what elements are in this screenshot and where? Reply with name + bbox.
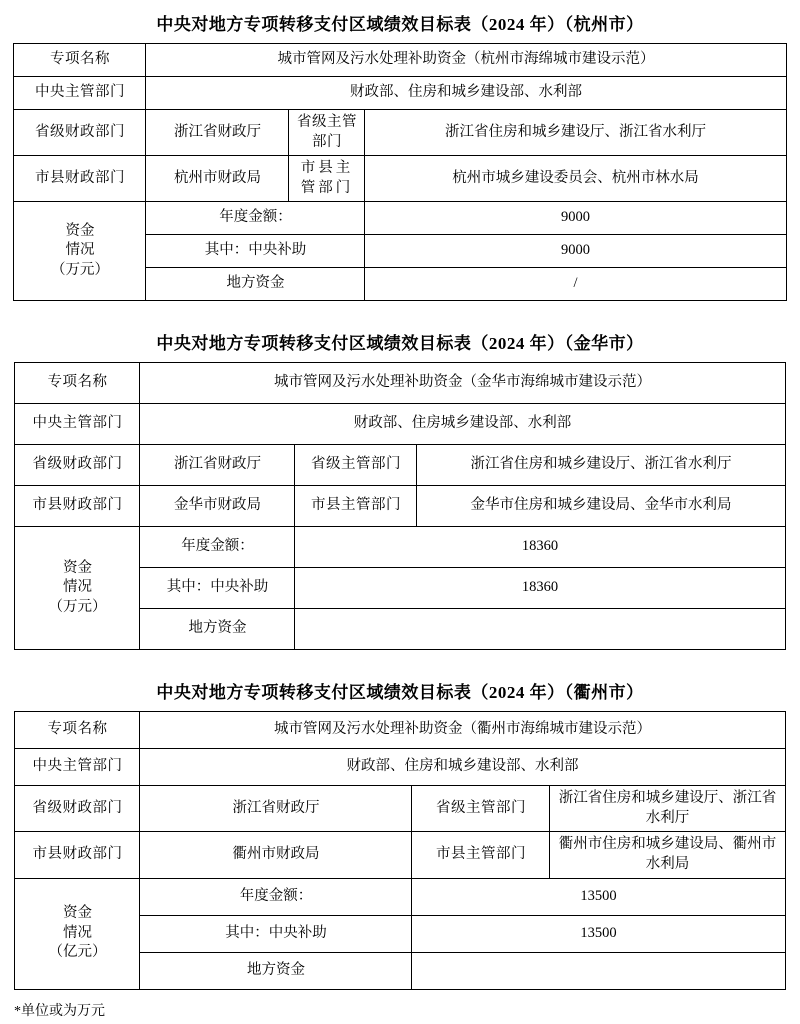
cell-label-annual-amount: 年度金额： xyxy=(140,527,295,568)
cell-value-city-finance: 杭州市财政局 xyxy=(146,156,289,202)
cell-value-city-dept: 杭州市城乡建设委员会、杭州市林水局 xyxy=(365,156,786,202)
cell-label-central-dept: 中央主管部门 xyxy=(15,404,140,445)
table-row xyxy=(14,44,786,77)
funds-label-line1: 资金 xyxy=(62,559,92,576)
section-quzhou xyxy=(0,672,800,989)
cell-value-province-finance: 浙江省财政厅 xyxy=(140,445,295,486)
cell-value-annual-amount: 13500 xyxy=(412,878,785,915)
cell-label-city-dept: 市县主管部门 xyxy=(295,486,417,527)
table-row xyxy=(15,786,785,832)
cell-label-city-dept: 市县主管部门 xyxy=(412,832,550,878)
funds-label-line2: 情况 xyxy=(65,242,95,259)
cell-value-city-dept: 衢州市住房和城乡建设局、衢州市水利局 xyxy=(550,832,785,878)
cell-label-funds xyxy=(15,878,140,989)
cell-label-central-subsidy: 其中：中央补助 xyxy=(140,568,295,609)
cell-value-central-subsidy: 18360 xyxy=(295,568,785,609)
cell-value-central-subsidy: 13500 xyxy=(412,915,785,952)
page-title-jinhua: 中央对地方专项转移支付区域绩效目标表（2024 年）（金华市） xyxy=(156,334,644,354)
cell-value-city-finance: 金华市财政局 xyxy=(140,486,295,527)
cell-value-local-funds: / xyxy=(365,268,786,301)
table-row xyxy=(15,878,785,915)
cell-label-province-finance: 省级财政部门 xyxy=(15,445,140,486)
cell-label-province-dept: 省级主管部门 xyxy=(289,110,365,156)
cell-label-funds xyxy=(14,202,146,301)
funds-label-line2: 情况 xyxy=(62,924,92,941)
cell-value-province-dept: 浙江省住房和城乡建设厅、浙江省水利厅 xyxy=(365,110,786,156)
table-row xyxy=(15,486,785,527)
cell-value-central-dept: 财政部、住房和城乡建设部、水利部 xyxy=(140,749,785,786)
table-row xyxy=(14,202,786,235)
performance-table-hangzhou xyxy=(13,43,786,301)
cell-value-province-dept: 浙江省住房和城乡建设厅、浙江省水利厅 xyxy=(417,445,785,486)
cell-value-city-dept: 金华市住房和城乡建设局、金华市水利局 xyxy=(417,486,785,527)
cell-label-local-funds: 地方资金 xyxy=(140,952,412,989)
cell-label-city-finance: 市县财政部门 xyxy=(15,832,140,878)
cell-value-central-dept: 财政部、住房和城乡建设部、水利部 xyxy=(146,77,786,110)
table-row xyxy=(15,749,785,786)
cell-value-central-subsidy: 9000 xyxy=(365,235,786,268)
cell-label-funds xyxy=(15,527,140,650)
cell-label-province-dept: 省级主管部门 xyxy=(412,786,550,832)
table-row xyxy=(14,110,786,156)
cell-label-province-finance: 省级财政部门 xyxy=(15,786,140,832)
cell-label-local-funds: 地方资金 xyxy=(146,268,365,301)
cell-label-city-finance: 市县财政部门 xyxy=(15,486,140,527)
cell-label-central-dept: 中央主管部门 xyxy=(15,749,140,786)
cell-value-province-dept: 浙江省住房和城乡建设厅、浙江省水利厅 xyxy=(550,786,785,832)
cell-label-city-finance: 市县财政部门 xyxy=(14,156,146,202)
performance-table-jinhua xyxy=(14,362,785,650)
page-title-hangzhou: 中央对地方专项转移支付区域绩效目标表（2024 年）（杭州市） xyxy=(156,15,644,34)
cell-label-local-funds: 地方资金 xyxy=(140,609,295,650)
cell-value-annual-amount: 18360 xyxy=(295,527,785,568)
section-jinhua xyxy=(0,323,800,650)
cell-value-local-funds xyxy=(295,609,785,650)
cell-label-province-finance: 省级财政部门 xyxy=(14,110,146,156)
table-row xyxy=(14,77,786,110)
cell-label-city-dept: 市县主管部门 xyxy=(289,156,365,202)
cell-label-province-dept: 省级主管部门 xyxy=(295,445,417,486)
funds-label-line3: （万元） xyxy=(50,262,109,279)
section-spacer xyxy=(0,301,800,323)
table-row xyxy=(15,363,785,404)
table-row xyxy=(15,527,785,568)
cell-value-program-name: 城市管网及污水处理补助资金（衢州市海绵城市建设示范） xyxy=(140,712,785,749)
cell-value-central-dept: 财政部、住房城乡建设部、水利部 xyxy=(140,404,785,445)
cell-label-annual-amount: 年度金额： xyxy=(140,878,412,915)
cell-label-central-subsidy: 其中：中央补助 xyxy=(140,915,412,952)
cell-label-program-name: 专项名称 xyxy=(14,44,146,77)
cell-label-central-dept: 中央主管部门 xyxy=(14,77,146,110)
table-row xyxy=(15,712,785,749)
page-title-quzhou: 中央对地方专项转移支付区域绩效目标表（2024 年）（衢州市） xyxy=(156,683,644,703)
cell-value-city-finance: 衢州市财政局 xyxy=(140,832,412,878)
table-row xyxy=(15,404,785,445)
section-hangzhou xyxy=(0,4,800,301)
cell-value-province-finance: 浙江省财政厅 xyxy=(140,786,412,832)
funds-label-line3: （亿元） xyxy=(48,944,107,961)
cell-label-central-subsidy: 其中：中央补助 xyxy=(146,235,365,268)
cell-value-annual-amount: 9000 xyxy=(365,202,786,235)
funds-label-line2: 情况 xyxy=(62,579,92,596)
funds-label-line1: 资金 xyxy=(62,905,92,922)
cell-label-program-name: 专项名称 xyxy=(15,363,140,404)
table-row xyxy=(15,445,785,486)
table-row xyxy=(15,832,785,878)
cell-value-program-name: 城市管网及污水处理补助资金（杭州市海绵城市建设示范） xyxy=(146,44,786,77)
funds-label-line1: 资金 xyxy=(65,222,95,239)
cell-value-program-name: 城市管网及污水处理补助资金（金华市海绵城市建设示范） xyxy=(140,363,785,404)
section-spacer xyxy=(0,650,800,672)
funds-label-line3: （万元） xyxy=(48,599,107,616)
cell-label-program-name: 专项名称 xyxy=(15,712,140,749)
cell-value-local-funds xyxy=(412,952,785,989)
performance-table-quzhou xyxy=(14,711,785,989)
cell-label-annual-amount: 年度金额： xyxy=(146,202,365,235)
cell-value-province-finance: 浙江省财政厅 xyxy=(146,110,289,156)
table-row xyxy=(14,156,786,202)
footnote: *单位或为万元 xyxy=(14,1003,105,1019)
